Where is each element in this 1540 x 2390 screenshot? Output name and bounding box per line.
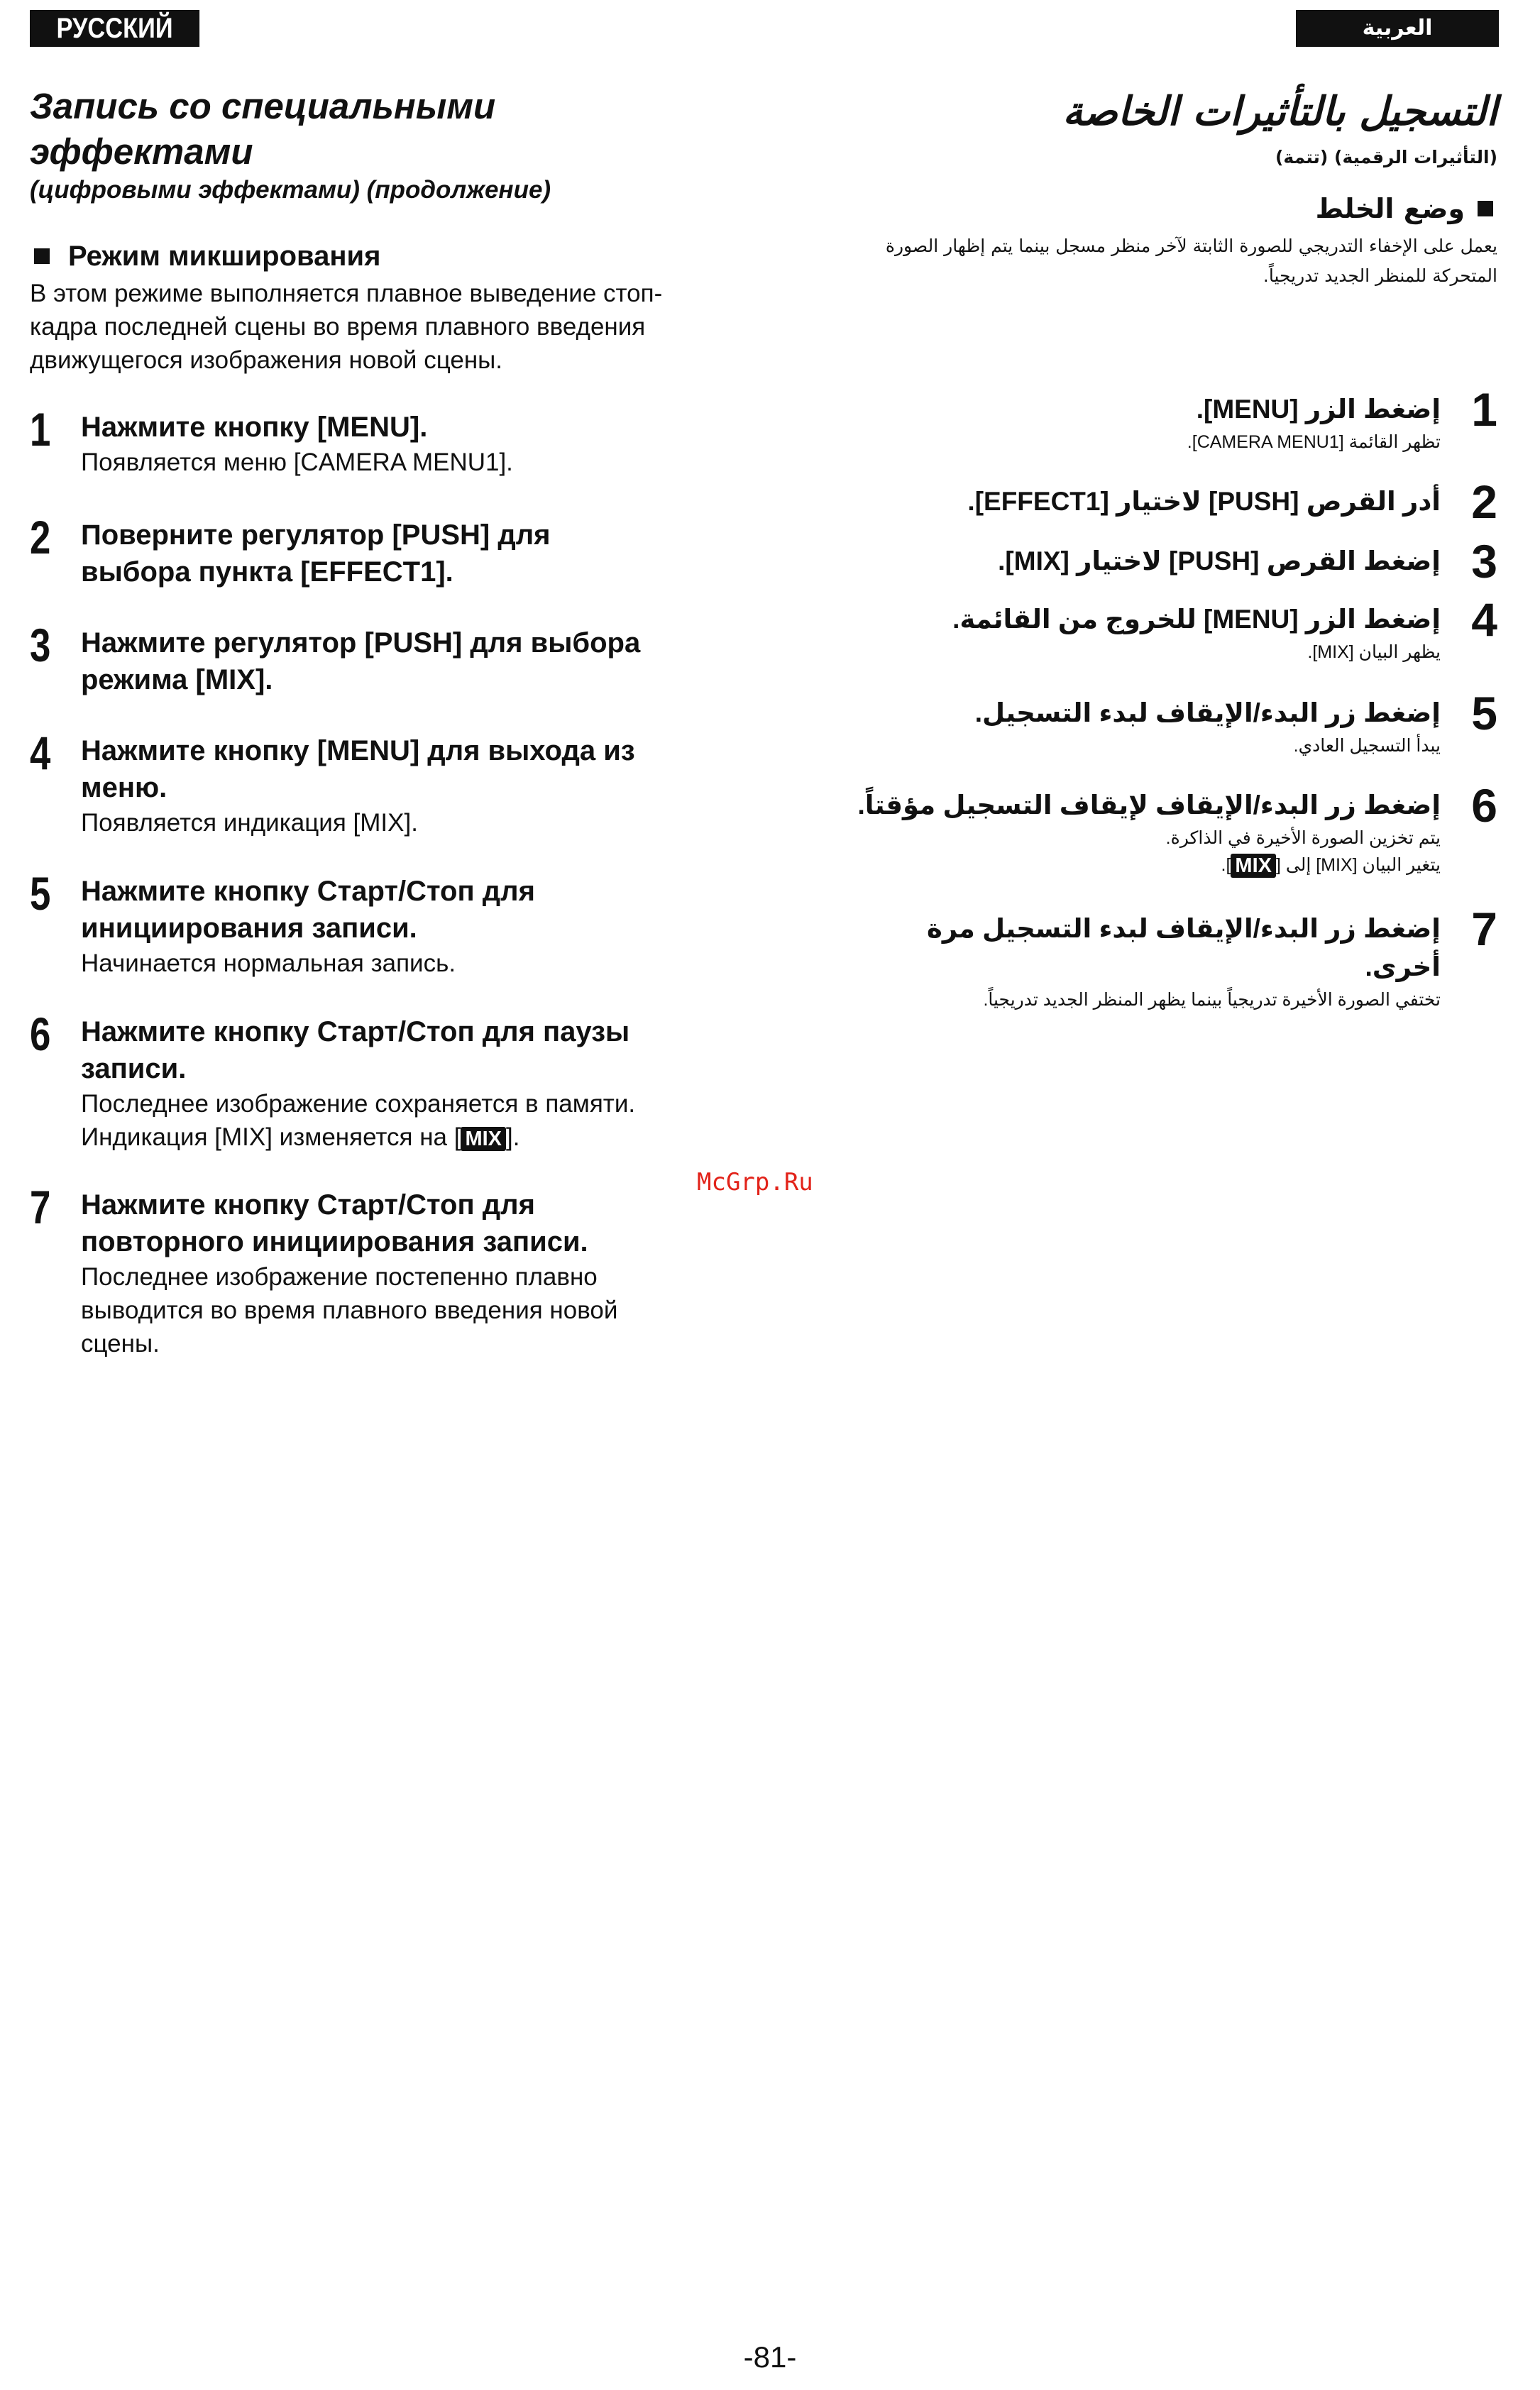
arabic-step-3 — [816, 535, 1497, 588]
step-number: 5 — [30, 867, 51, 920]
language-tag-arabic: العربية — [1296, 10, 1499, 47]
arabic-step-4 — [816, 593, 1497, 666]
step-number: 7 — [30, 1181, 51, 1233]
russian-step-2 — [30, 511, 711, 590]
step-instruction: Нажмите кнопку Старт/Стоп для инициирования записи. — [81, 876, 535, 944]
step-instruction: Поверните регулятор [PUSH] для выбора пункта [EFFECT1]. — [81, 519, 551, 588]
note-text-after: ]. — [1221, 855, 1231, 875]
step-note: تختفي الصورة الأخيرة تدريجياً بينما يظهر المنظر الجديد تدريجياً. — [983, 990, 1441, 1010]
step-note: يتم تخزين الصورة الأخيرة في الذاكرة. — [1165, 828, 1441, 848]
step-note: Начинается нормальная запись. — [81, 949, 456, 977]
step-instruction: أدر القرص [PUSH] لاختيار [EFFECT1]. — [967, 487, 1441, 516]
step-number: 2 — [30, 511, 51, 563]
arabic-step-7 — [816, 903, 1497, 1013]
step-number: 1 — [30, 403, 51, 456]
step-number: 3 — [30, 619, 51, 671]
step-note: Последнее изображение сохраняется в памяти. — [81, 1090, 636, 1118]
arabic-subtitle: (التأثيرات الرقمية) (تتمة) — [1275, 147, 1497, 167]
note-text-before: Индикация [MIX] изменяется на [ — [81, 1123, 461, 1151]
russian-intro: В этом режиме выполняется плавное выведение стоп-кадра последней сцены во время плавного введения движущегося изображения новой сцены. — [30, 280, 663, 374]
page-number: -81- — [743, 2340, 797, 2374]
russian-section-heading-text: Режим микширования — [68, 241, 381, 272]
russian-step-7 — [30, 1181, 711, 1360]
step-number: 6 — [30, 1008, 51, 1060]
step-note-2 — [81, 1120, 711, 1154]
russian-subtitle: (цифровыми эффектами) (продолжение) — [30, 176, 551, 204]
russian-column-header — [30, 84, 711, 377]
russian-section-heading — [30, 238, 711, 274]
step-note: Появляется меню [CAMERA MENU1]. — [81, 448, 513, 476]
arabic-column-header — [816, 85, 1497, 291]
russian-step-6 — [30, 1008, 711, 1154]
step-note: تظهر القائمة [CAMERA MENU1]. — [1187, 432, 1441, 452]
russian-step-4 — [30, 727, 711, 839]
arabic-section-heading-text: وضع الخلط — [1315, 193, 1465, 224]
step-number: 6 — [1471, 779, 1497, 832]
step-instruction: Нажмите кнопку Старт/Стоп для повторного инициирования записи. — [81, 1189, 588, 1257]
step-instruction: إضغط زر البدء/الإيقاف لبدء التسجيل مرة أخرى. — [927, 914, 1441, 981]
step-note: Появляется индикация [MIX]. — [81, 809, 418, 837]
arabic-step-2 — [816, 475, 1497, 528]
step-number: 2 — [1471, 475, 1497, 528]
russian-title-line1: Запись со специальными — [30, 86, 496, 126]
square-bullet-icon — [1478, 201, 1493, 216]
step-note: يبدأ التسجيل العادي. — [1293, 736, 1441, 756]
step-instruction: إضغط زر البدء/الإيقاف لإيقاف التسجيل مؤقتاً. — [857, 791, 1441, 820]
step-instruction: Нажмите регулятор [PUSH] для выбора режима [MIX]. — [81, 627, 641, 695]
step-instruction: إضغط زر البدء/الإيقاف لبدء التسجيل. — [974, 698, 1441, 727]
note-text-after: ]. — [506, 1123, 520, 1151]
russian-step-3 — [30, 619, 711, 698]
square-bullet-icon — [34, 248, 50, 264]
step-note-2 — [816, 852, 1441, 879]
mix-indicator-icon: MIX — [461, 1127, 506, 1151]
watermark: McGrp.Ru — [697, 1168, 813, 1196]
step-instruction: Нажмите кнопку Старт/Стоп для паузы записи. — [81, 1016, 630, 1084]
arabic-step-5 — [816, 687, 1497, 759]
step-number: 1 — [1471, 383, 1497, 436]
mix-indicator-icon: MIX — [1231, 854, 1276, 878]
arabic-intro: يعمل على الإخفاء التدريجي للصورة الثابتة لآخر منظر مسجل بينما يتم إظهار الصورة المتحركة للمنظر الجديد تدريجياً. — [885, 236, 1497, 286]
arabic-section-heading — [816, 190, 1497, 227]
russian-title-line2: эффектами — [30, 131, 253, 172]
step-number: 4 — [1471, 593, 1497, 646]
language-tag-russian: РУССКИЙ ЯЗЫК — [30, 10, 199, 47]
step-note: يظهر البيان [MIX]. — [1307, 642, 1441, 662]
step-number: 5 — [1471, 687, 1497, 739]
step-note: Последнее изображение постепенно плавно выводится во время плавного введения новой сцены. — [81, 1263, 618, 1358]
arabic-step-6 — [816, 779, 1497, 879]
step-number: 7 — [1471, 903, 1497, 955]
step-instruction: إضغط القرص [PUSH] لاختيار [MIX]. — [998, 546, 1441, 576]
step-instruction: Нажмите кнопку [MENU] для выхода из меню. — [81, 735, 635, 803]
arabic-title: التسجيل بالتأثيرات الخاصة — [1062, 89, 1497, 135]
arabic-step-1 — [816, 383, 1497, 456]
step-number: 4 — [30, 727, 51, 779]
step-instruction: Нажмите кнопку [MENU]. — [81, 412, 428, 443]
russian-title — [30, 84, 711, 175]
step-instruction: إضغط الزر [MENU] للخروج من القائمة. — [952, 605, 1441, 634]
note-text-before: يتغير البيان [MIX] إلى [ — [1275, 855, 1441, 875]
step-instruction: إضغط الزر [MENU]. — [1196, 395, 1441, 424]
russian-step-5 — [30, 867, 711, 980]
russian-step-1 — [30, 403, 711, 479]
step-number: 3 — [1471, 535, 1497, 588]
